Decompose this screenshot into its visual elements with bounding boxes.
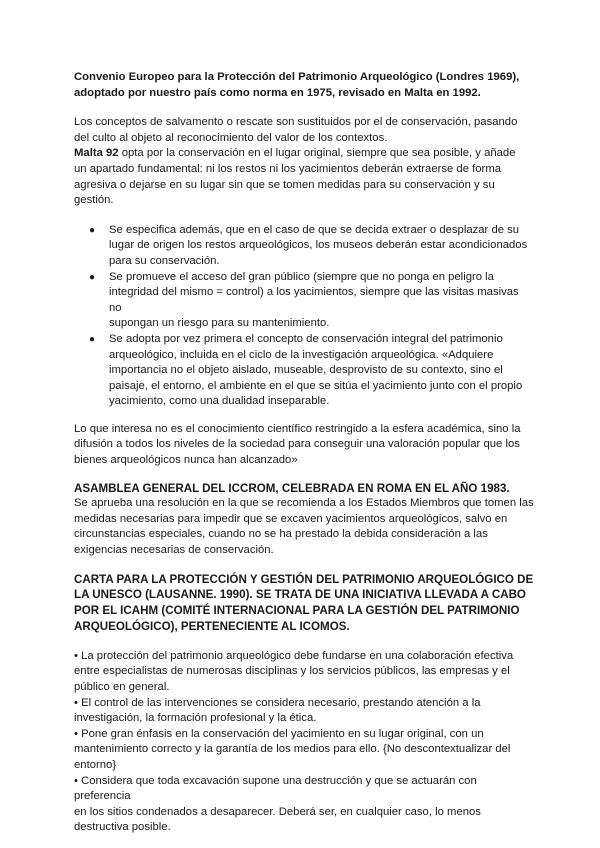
title-line: adoptado por nuestro país como norma en 1975, revisado en Malta en 1992.	[74, 86, 481, 99]
text-line: para su conservación.	[109, 254, 220, 267]
iccrom-heading: ASAMBLEA GENERAL DEL ICCROM, CELEBRADA EN ROMA EN EL AÑO 1983.	[74, 481, 510, 495]
text-line: Se adopta por vez primera el concepto de conservación integral del patrimonio	[109, 332, 503, 345]
text-line: circunstancias especiales, cuando no se ha prestado la debida consideración a las	[74, 528, 488, 541]
intro-paragraph	[74, 115, 534, 209]
bullet-dot-icon: ●	[89, 333, 96, 345]
conclusion-paragraph	[74, 422, 534, 469]
carta-heading	[74, 572, 534, 635]
text-line: Se aprueba una resolución en la que se recomienda a los Estados Miembros que tomen las	[74, 497, 534, 510]
bullet-dot-icon: ●	[89, 271, 96, 283]
text-line: Lo que interesa no es el conocimiento científico restringido a la esfera académica, sino la	[74, 422, 521, 435]
text-line: agresiva o dejarse en su lugar sin que se tomen medidas para su conservación y su gestión.	[74, 178, 495, 207]
text-line: en los sitios condenados a desaparecer. Deberá ser, en cualquier caso, lo menos	[74, 805, 481, 818]
malta-bullet-list	[74, 223, 534, 410]
text-line: yacimiento, como una dualidad inseparable.	[109, 395, 330, 408]
carta-point	[74, 774, 534, 836]
text-line: destructiva posible.	[74, 821, 171, 834]
list-item	[74, 332, 534, 410]
text-line: bienes arqueológicos nunca han alcanzado»	[74, 454, 298, 467]
text-line: supongan un riesgo para su mantenimiento.	[109, 317, 330, 330]
text-line: entre especialistas de numerosas disciplinas y los servicios públicos, las empresas y el	[74, 665, 510, 678]
text-line: mantenimiento correcto y la garantía de los medios para ello. {No descontextualizar del	[74, 743, 511, 756]
list-item	[74, 223, 534, 270]
text-line: importancia no el objeto aislado, museable, desprovisto de su contexto, sino el	[109, 364, 503, 377]
heading-line: CARTA PARA LA PROTECCIÓN Y GESTIÓN DEL PATRIMONIO ARQUEOLÓGICO DE	[74, 572, 534, 586]
malta-label: Malta 92	[74, 147, 119, 160]
text-line: del culto al objeto al reconocimiento del valor de los contextos.	[74, 131, 388, 144]
heading-line: ARQUEOLÓGICO), PERTENECIENTE AL ICOMOS.	[74, 620, 350, 634]
carta-points	[74, 649, 534, 836]
text-line: lugar de origen los restos arqueológicos, los museos deberán estar acondicionados	[109, 239, 528, 252]
carta-point	[74, 727, 534, 774]
carta-point	[74, 696, 534, 727]
heading-line: LA UNESCO (LAUSANNE. 1990). SE TRATA DE UNA INICIATIVA LLEVADA A CABO	[74, 588, 526, 602]
text-line: entorno}	[74, 758, 117, 771]
text-line: investigación, la formación profesional y la ética.	[74, 712, 317, 725]
text-line: • El control de las intervenciones se considera necesario, prestando atención a la	[74, 696, 481, 709]
list-item	[74, 270, 534, 332]
text-line: Se promueve el acceso del gran público (siempre que no ponga en peligro la	[109, 270, 494, 283]
text-line: público en general.	[74, 681, 170, 693]
text-line: • Pone gran énfasis en la conservación del yacimiento en su lugar original, con un	[74, 727, 484, 740]
text-line: exigencias necesarias de conservación.	[74, 544, 274, 557]
text-line: paisaje, el entorno, el ambiente en el que se sitúa el yacimiento junto con el propio	[109, 379, 523, 392]
iccrom-paragraph	[74, 496, 534, 558]
text-line: opta por la conservación en el lugar original, siempre que sea posible, y añade	[118, 147, 516, 160]
heading-line: POR EL ICAHM (COMITÉ INTERNACIONAL PARA LA GESTIÓN DEL PATRIMONIO	[74, 604, 520, 618]
text-line: Los conceptos de salvamento o rescate son sustituidos por el de conservación, pasando	[74, 116, 518, 129]
text-line: medidas necesarias para impedir que se excaven yacimientos arqueológicos, salvo en	[74, 512, 508, 525]
text-line: integridad del mismo = control) a los yacimientos, siempre que las visitas masivas no	[109, 286, 519, 314]
carta-point	[74, 649, 534, 696]
text-line: difusión a todos los niveles de la sociedad para conseguir una valoración popular que los	[74, 438, 520, 451]
text-line: • Considera que toda excavación supone una destrucción y que se actuarán con preferencia	[74, 774, 477, 803]
document-page	[74, 70, 534, 836]
text-line: Se especifica además, que en el caso de que se decida extraer o desplazar de su	[109, 223, 520, 236]
text-line: arqueológico, incluida en el ciclo de la investigación arqueológica. «Adquiere	[109, 348, 494, 361]
text-line: • La protección del patrimonio arqueológico debe fundarse en una colaboración efectiva	[74, 649, 514, 662]
title-line: Convenio Europeo para la Protección del Patrimonio Arqueológico (Londres 1969),	[74, 71, 520, 83]
bullet-dot-icon: ●	[89, 224, 96, 236]
text-line: un apartado fundamental: ni los restos ni los yacimientos deberán extraerse de forma	[74, 162, 502, 175]
convenio-title	[74, 70, 534, 101]
